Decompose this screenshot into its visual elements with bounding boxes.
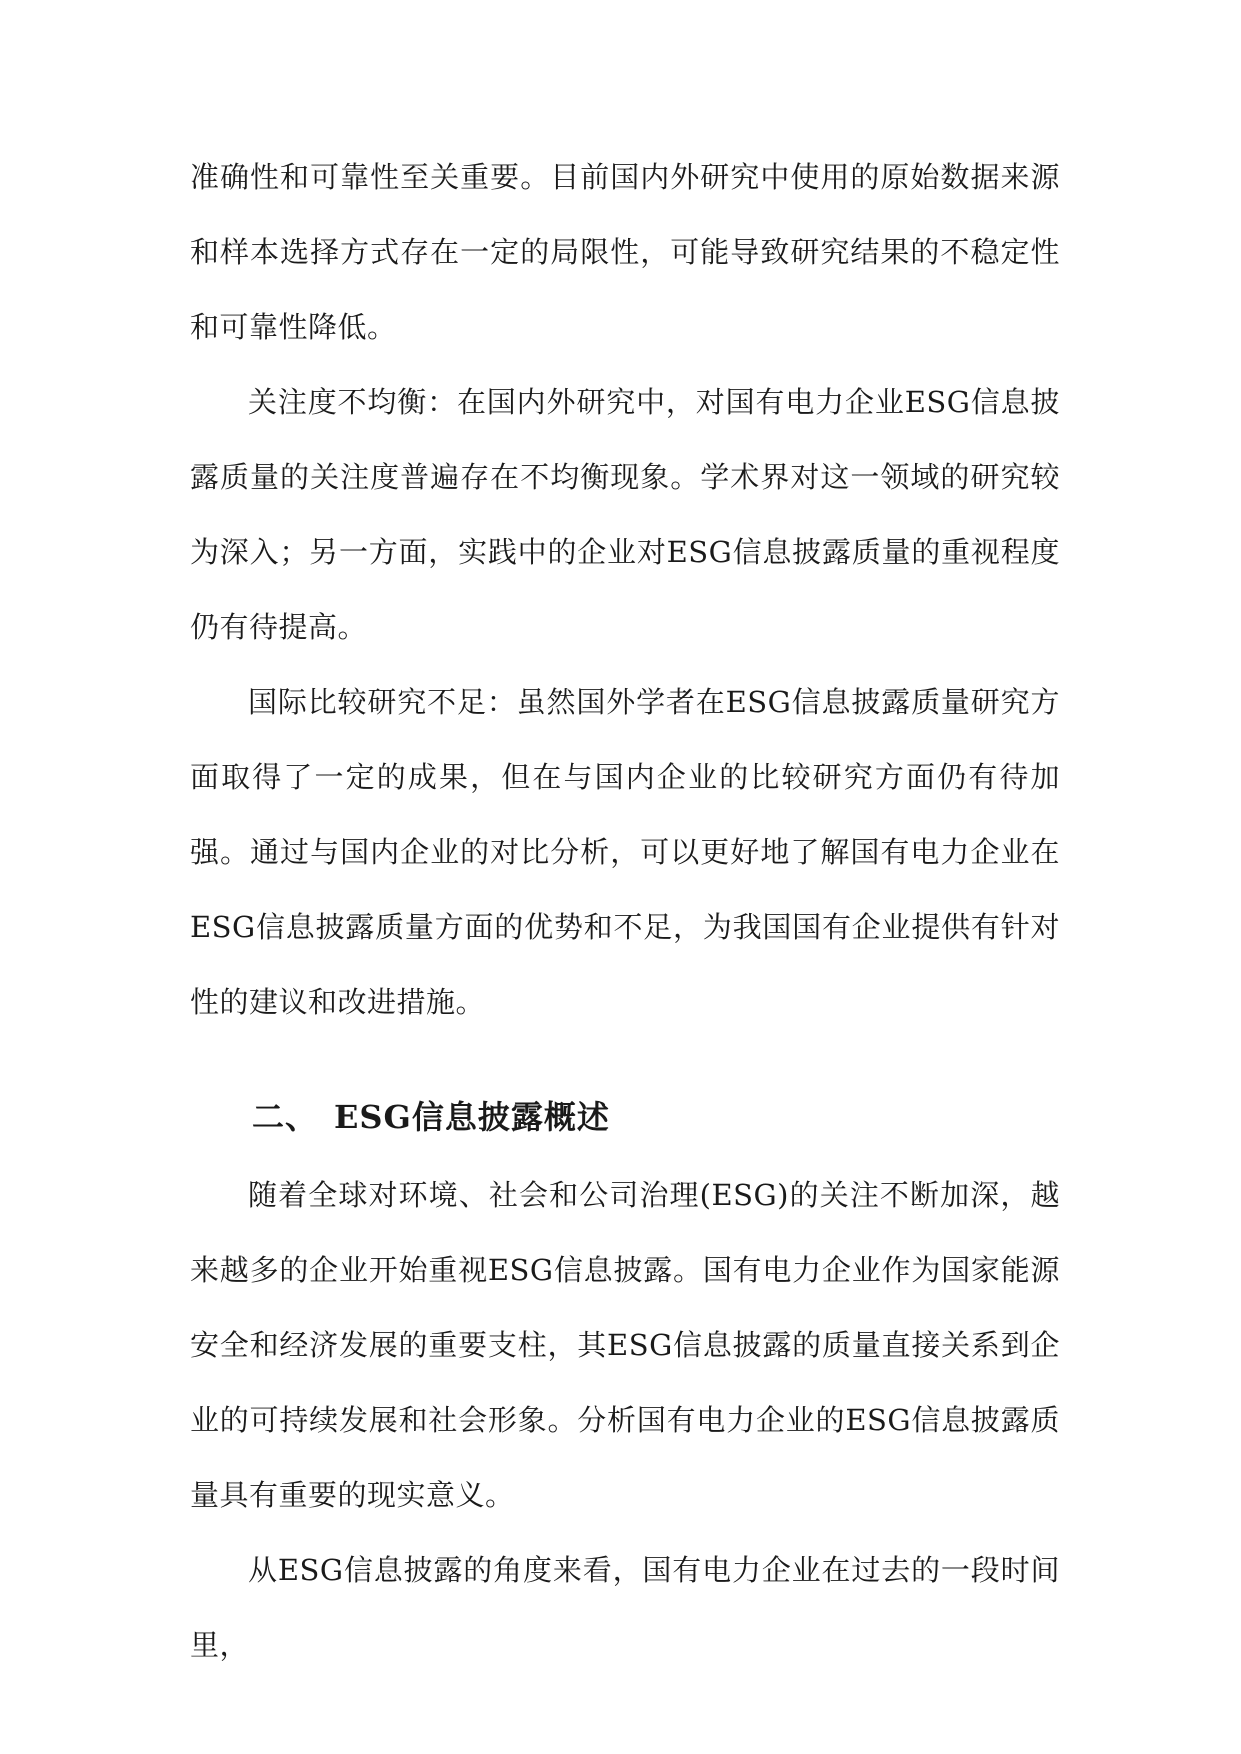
paragraph-esg-perspective: 从ESG信息披露的角度来看，国有电力企业在过去的一段时间里，: [190, 1553, 1060, 1662]
document-body: [190, 140, 1060, 1683]
section-title: ESG信息披露概述: [334, 1098, 610, 1136]
section-heading: [190, 1076, 1060, 1158]
paragraph-esg-overview: 随着全球对环境、社会和公司治理(ESG)的关注不断加深，越来越多的企业开始重视ESG信息披露。国有电力企业作为国家能源安全和经济发展的重要支柱，其ESG信息披露的质量直接关系到企业的可持续发展和社会形象。分析国有电力企业的ESG信息披露质量具有重要的现实意义。: [190, 1178, 1060, 1512]
section-number: 二、: [252, 1098, 319, 1136]
paragraph-continuation: 准确性和可靠性至关重要。目前国内外研究中使用的原始数据来源和样本选择方式存在一定的局限性，可能导致研究结果的不稳定性和可靠性降低。: [190, 160, 1060, 344]
paragraph-attention-imbalance: 关注度不均衡：在国内外研究中，对国有电力企业ESG信息披露质量的关注度普遍存在不均衡现象。学术界对这一领域的研究较为深入；另一方面，实践中的企业对ESG信息披露质量的重视程度仍有待提高。: [190, 385, 1060, 644]
paragraph-international-comparison: 国际比较研究不足：虽然国外学者在ESG信息披露质量研究方面取得了一定的成果，但在与国内企业的比较研究方面仍有待加强。通过与国内企业的对比分析，可以更好地了解国有电力企业在ESG信息披露质量方面的优势和不足，为我国国有企业提供有针对性的建议和改进措施。: [190, 685, 1060, 1019]
